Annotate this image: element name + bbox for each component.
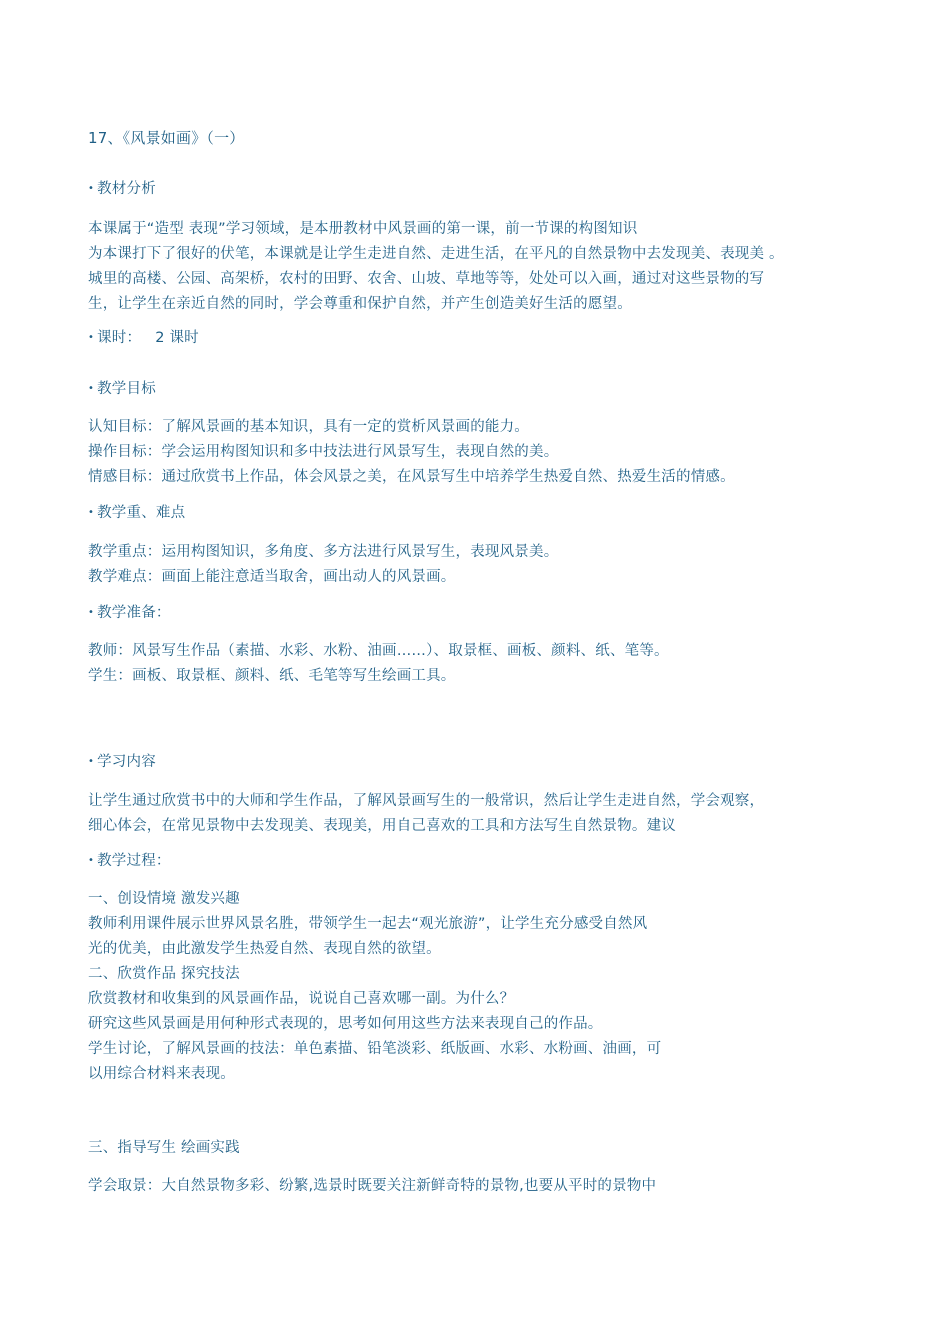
content-line: 让学生通过欣赏书中的大师和学生作品，了解风景画写生的一般常识，然后让学生走进自然，学会观察， [88, 793, 765, 809]
class-hours-value: 2 课时 [155, 330, 199, 346]
process-heading: • 教学过程： [88, 851, 171, 871]
analysis-line: 为本课打下了很好的伏笔，本课就是让学生走进自然、走进生活，在平凡的自然景物中去发现美、表现美 。 [88, 246, 784, 262]
analysis-heading: • 教材分析 [88, 179, 156, 199]
key-point-line: 教学重点：运用构图知识，多角度、多方法进行风景写生，表现风景美。 [88, 544, 559, 560]
analysis-line: 本课属于“造型 表现”学习领域，是本册教材中风景画的第一课，前一节课的构图知识 [88, 221, 638, 237]
class-hours-label: 课时： [97, 330, 142, 346]
analysis-line: 生，让学生在亲近自然的同时，学会尊重和保护自然，并产生创造美好生活的愿望。 [88, 296, 632, 312]
preparation-line: 教师：风景写生作品（素描、水彩、水粉、油画……）、取景框、画板、颜料、纸、笔等。 [88, 643, 669, 659]
process-line: 二、欣赏作品 探究技法 [88, 966, 240, 982]
goal-line: 情感目标：通过欣赏书上作品，体会风景之美，在风景写生中培养学生热爱自然、热爱生活的情感。 [88, 469, 735, 485]
content-line: 细心体会，在常见景物中去发现美、表现美，用自己喜欢的工具和方法写生自然景物。建议 [88, 818, 676, 834]
goal-line: 操作目标：学会运用构图知识和多中技法进行风景写生，表现自然的美。 [88, 444, 559, 460]
step3-heading: 三、指导写生 绘画实践 [88, 1140, 240, 1156]
process-line: 研究这些风景画是用何种形式表现的，思考如何用这些方法来表现自己的作品。 [88, 1016, 603, 1032]
key-point-line: 教学难点：画面上能注意适当取舍，画出动人的风景画。 [88, 569, 456, 585]
step3-line: 学会取景：大自然景物多彩、纷繁,选景时既要关注新鲜奇特的景物,也要从平时的景物中 [88, 1178, 657, 1194]
process-line: 教师利用课件展示世界风景名胜，带领学生一起去“观光旅游”，让学生充分感受自然风 [88, 916, 648, 932]
process-line: 以用综合材料来表现。 [88, 1066, 235, 1082]
analysis-line: 城里的高楼、公园、高架桥，农村的田野、农舍、山坡、草地等等，处处可以入画，通过对这些景物的写 [88, 271, 765, 287]
class-hours [88, 328, 199, 348]
key-points-heading: • 教学重、难点 [88, 503, 185, 523]
content-heading: • 学习内容 [88, 752, 156, 772]
process-line: 学生讨论，了解风景画的技法：单色素描、铅笔淡彩、纸版画、水彩、水粉画、油画，可 [88, 1041, 662, 1057]
process-line: 光的优美，由此激发学生热爱自然、表现自然的欲望。 [88, 941, 441, 957]
preparation-heading: • 教学准备： [88, 603, 171, 623]
page-title: 17、《风景如画》（一） [88, 129, 245, 147]
process-line: 欣赏教材和收集到的风景画作品，说说自己喜欢哪一副。为什么？ [88, 991, 515, 1007]
process-line: 一、创设情境 激发兴趣 [88, 891, 240, 907]
goals-heading: • 教学目标 [88, 379, 156, 399]
goal-line: 认知目标：了解风景画的基本知识，具有一定的赏析风景画的能力。 [88, 419, 529, 435]
preparation-line: 学生：画板、取景框、颜料、纸、毛笔等写生绘画工具。 [88, 668, 456, 684]
